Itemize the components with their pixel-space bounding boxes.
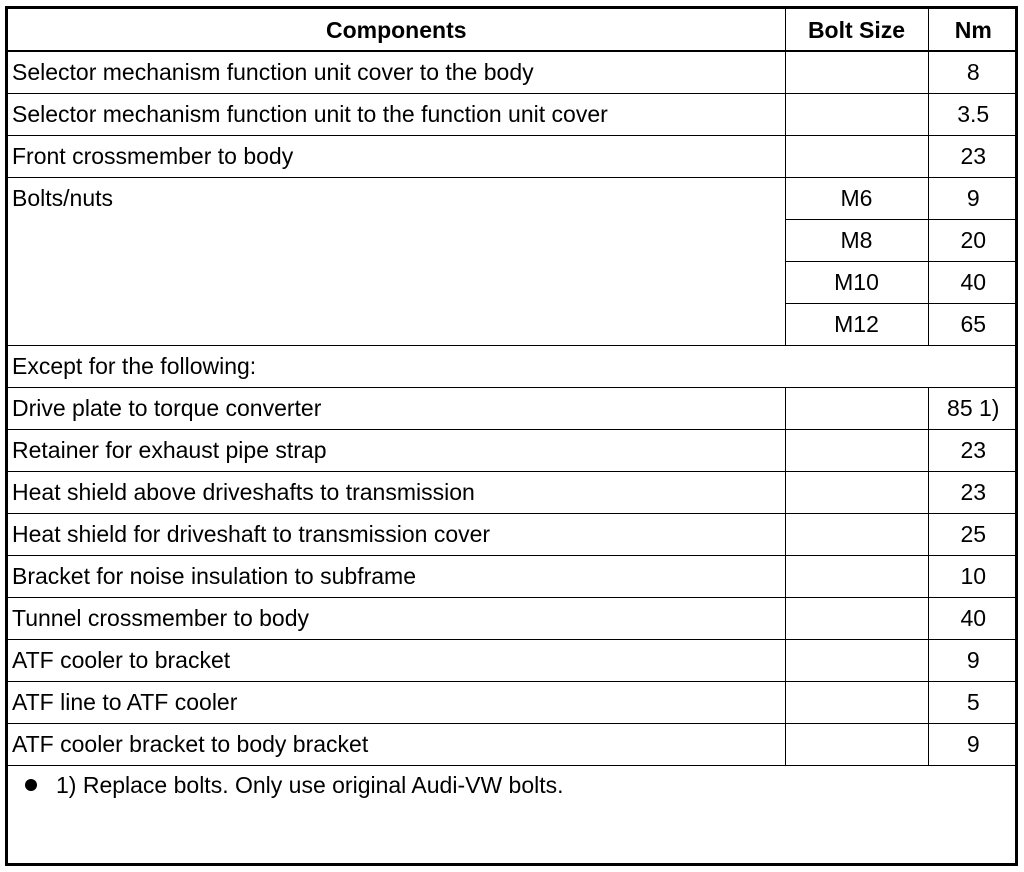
component-cell: Drive plate to torque converter <box>8 387 785 429</box>
except-row <box>8 345 1018 387</box>
torque-cell: 85 1) <box>928 387 1018 429</box>
header-nm: Nm <box>928 9 1018 51</box>
table-row <box>8 93 1018 135</box>
table-row <box>8 681 1018 723</box>
component-cell: Tunnel crossmember to body <box>8 597 785 639</box>
torque-spec-frame <box>5 6 1018 866</box>
bolt-size-cell <box>785 93 928 135</box>
component-cell: Heat shield for driveshaft to transmission cover <box>8 513 785 555</box>
torque-cell: 5 <box>928 681 1018 723</box>
bolt-size-cell: M6 <box>785 177 928 219</box>
table-row <box>8 135 1018 177</box>
header-components: Components <box>8 9 785 51</box>
bolt-size-cell <box>785 681 928 723</box>
torque-cell: 65 <box>928 303 1018 345</box>
table-row <box>8 597 1018 639</box>
component-cell: Selector mechanism function unit to the function unit cover <box>8 93 785 135</box>
torque-cell: 40 <box>928 261 1018 303</box>
torque-cell: 9 <box>928 723 1018 765</box>
footnote <box>25 773 564 797</box>
torque-cell: 40 <box>928 597 1018 639</box>
bolt-size-cell <box>785 597 928 639</box>
bullet-icon <box>25 779 37 791</box>
torque-cell: 23 <box>928 135 1018 177</box>
bolt-size-cell: M12 <box>785 303 928 345</box>
table-row <box>8 51 1018 93</box>
torque-cell: 3.5 <box>928 93 1018 135</box>
bolt-size-cell: M10 <box>785 261 928 303</box>
bolt-size-cell <box>785 555 928 597</box>
bolt-size-cell <box>785 513 928 555</box>
torque-cell: 23 <box>928 471 1018 513</box>
bolt-size-cell: M8 <box>785 219 928 261</box>
component-cell: Selector mechanism function unit cover to the body <box>8 51 785 93</box>
table-row <box>8 513 1018 555</box>
torque-cell: 8 <box>928 51 1018 93</box>
table-row <box>8 387 1018 429</box>
table-row <box>8 429 1018 471</box>
component-cell: ATF cooler to bracket <box>8 639 785 681</box>
torque-cell: 20 <box>928 219 1018 261</box>
component-cell: ATF cooler bracket to body bracket <box>8 723 785 765</box>
table-row <box>8 723 1018 765</box>
torque-cell: 25 <box>928 513 1018 555</box>
component-cell: Heat shield above driveshafts to transmission <box>8 471 785 513</box>
table-row-bolts-nuts <box>8 177 1018 219</box>
table-row <box>8 555 1018 597</box>
torque-cell: 9 <box>928 177 1018 219</box>
component-cell: Retainer for exhaust pipe strap <box>8 429 785 471</box>
bolt-size-cell <box>785 639 928 681</box>
table-row <box>8 639 1018 681</box>
torque-cell: 9 <box>928 639 1018 681</box>
bolt-size-cell <box>785 723 928 765</box>
bolt-size-cell <box>785 135 928 177</box>
torque-cell: 10 <box>928 555 1018 597</box>
header-bolt-size: Bolt Size <box>785 9 928 51</box>
bolt-size-cell <box>785 51 928 93</box>
footnote-text: 1) Replace bolts. Only use original Audi-VW bolts. <box>56 772 564 798</box>
component-cell: ATF line to ATF cooler <box>8 681 785 723</box>
bolt-size-cell <box>785 471 928 513</box>
bolt-size-cell <box>785 429 928 471</box>
bolts-nuts-label: Bolts/nuts <box>8 177 785 345</box>
header-row <box>8 9 1018 51</box>
component-cell: Bracket for noise insulation to subframe <box>8 555 785 597</box>
bolt-size-cell <box>785 387 928 429</box>
component-cell: Front crossmember to body <box>8 135 785 177</box>
table-row <box>8 471 1018 513</box>
torque-cell: 23 <box>928 429 1018 471</box>
torque-spec-table <box>8 9 1018 766</box>
except-label: Except for the following: <box>8 345 1018 387</box>
